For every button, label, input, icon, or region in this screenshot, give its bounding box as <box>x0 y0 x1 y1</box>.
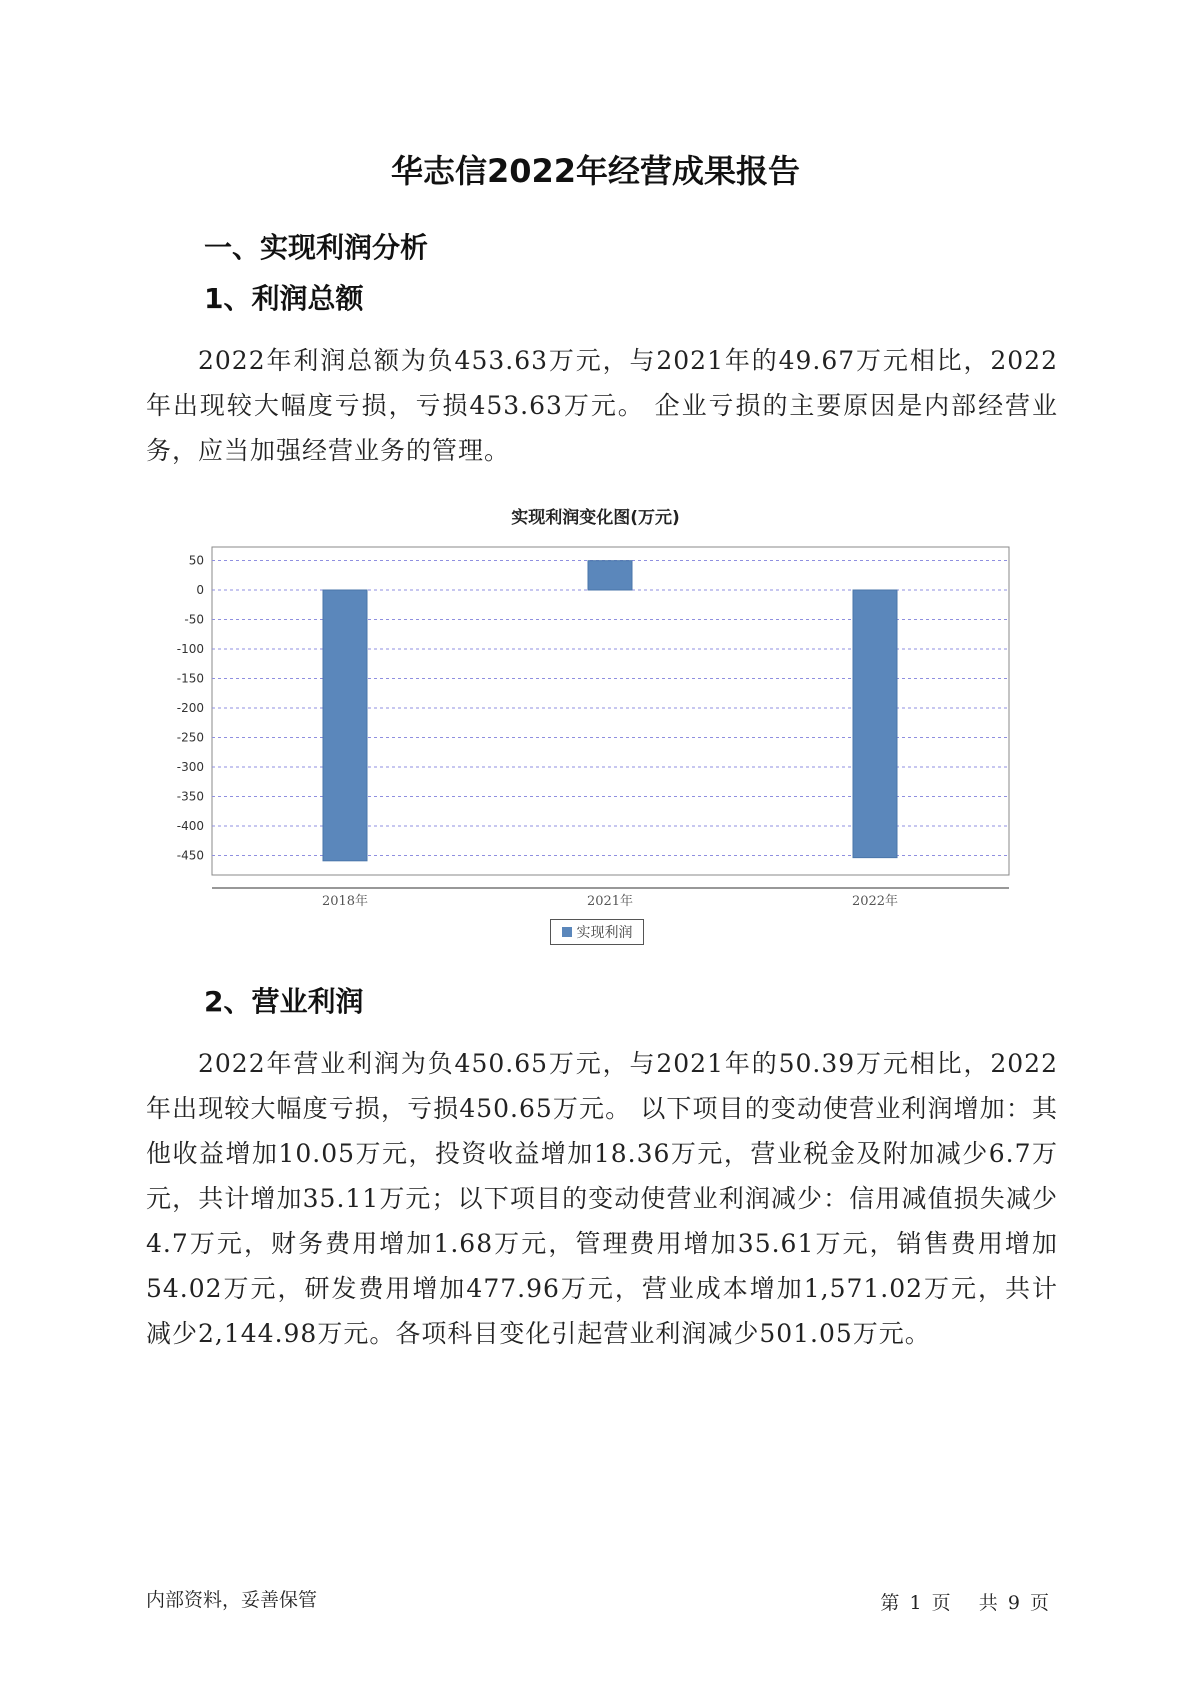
chart-title: 实现利润变化图(万元) <box>511 508 680 528</box>
y-tick-label: -350 <box>176 789 204 804</box>
page-number: 1 <box>909 1592 922 1614</box>
y-tick-label: 50 <box>188 553 204 568</box>
total-prefix: 共 <box>978 1592 998 1614</box>
y-tick-label: -200 <box>176 701 204 715</box>
document-title: 华志信2022年经营成果报告 <box>390 152 801 190</box>
footer-confidential-note: 内部资料，妥善保管 <box>146 1589 318 1611</box>
total-suffix: 页 <box>1029 1592 1049 1614</box>
x-tick-label: 2018年 <box>321 894 369 909</box>
paragraph-operating-profit: 2022年营业利润为负450.65万元，与2021年的50.39万元相比，2022年出现较大幅度亏损，亏损450.65万元。 以下项目的变动使营业利润增加：其他收益增加10.05万元，投资收益增加18.36万元，营业税金及附加减少6.7万元，共计增加35.11万元；以下项目的变动使营业利润减少：信用减值损失减少4.7万元，财务费用增加1.68万元，管理费用增加35.61万元，销售费用增加54.02万元，研发费用增加477.96万元，营业成本增加1,571.02万元，共计减少2,144.98万元。各项科目变化引起营业利润减少501.05万元。 <box>146 1049 1058 1348</box>
y-tick-label: 0 <box>196 583 204 597</box>
y-tick-label: -50 <box>184 612 204 627</box>
paragraph-total-profit: 2022年利润总额为负453.63万元，与2021年的49.67万元相比，2022年出现较大幅度亏损，亏损453.63万元。 企业亏损的主要原因是内部经营业务，应当加强经营业务的管理。 <box>146 346 1058 465</box>
bar-2022年 <box>853 590 897 858</box>
legend-swatch <box>562 927 572 937</box>
chart-legend <box>550 919 644 945</box>
y-tick-label: -450 <box>176 848 204 863</box>
x-tick-label: 2021年 <box>586 894 634 909</box>
footer-page-info <box>878 1588 1051 1615</box>
page-prefix: 第 <box>880 1592 900 1614</box>
y-tick-label: -300 <box>176 760 204 774</box>
y-tick-label: -150 <box>176 671 204 686</box>
y-tick-label: -100 <box>176 642 204 656</box>
y-tick-label: -250 <box>176 730 204 745</box>
page-suffix: 页 <box>931 1592 951 1614</box>
section-heading-profit-analysis: 一、实现利润分析 <box>204 231 429 264</box>
x-tick-label: 2022年 <box>851 894 899 909</box>
bar-2021年 <box>588 561 632 590</box>
subsection-heading-total-profit: 1、利润总额 <box>204 282 364 315</box>
bar-2018年 <box>323 590 367 861</box>
total-pages: 9 <box>1007 1592 1020 1614</box>
subsection-heading-operating-profit: 2、营业利润 <box>204 985 364 1018</box>
legend-label: 实现利润 <box>576 925 633 941</box>
y-tick-label: -400 <box>176 819 204 833</box>
